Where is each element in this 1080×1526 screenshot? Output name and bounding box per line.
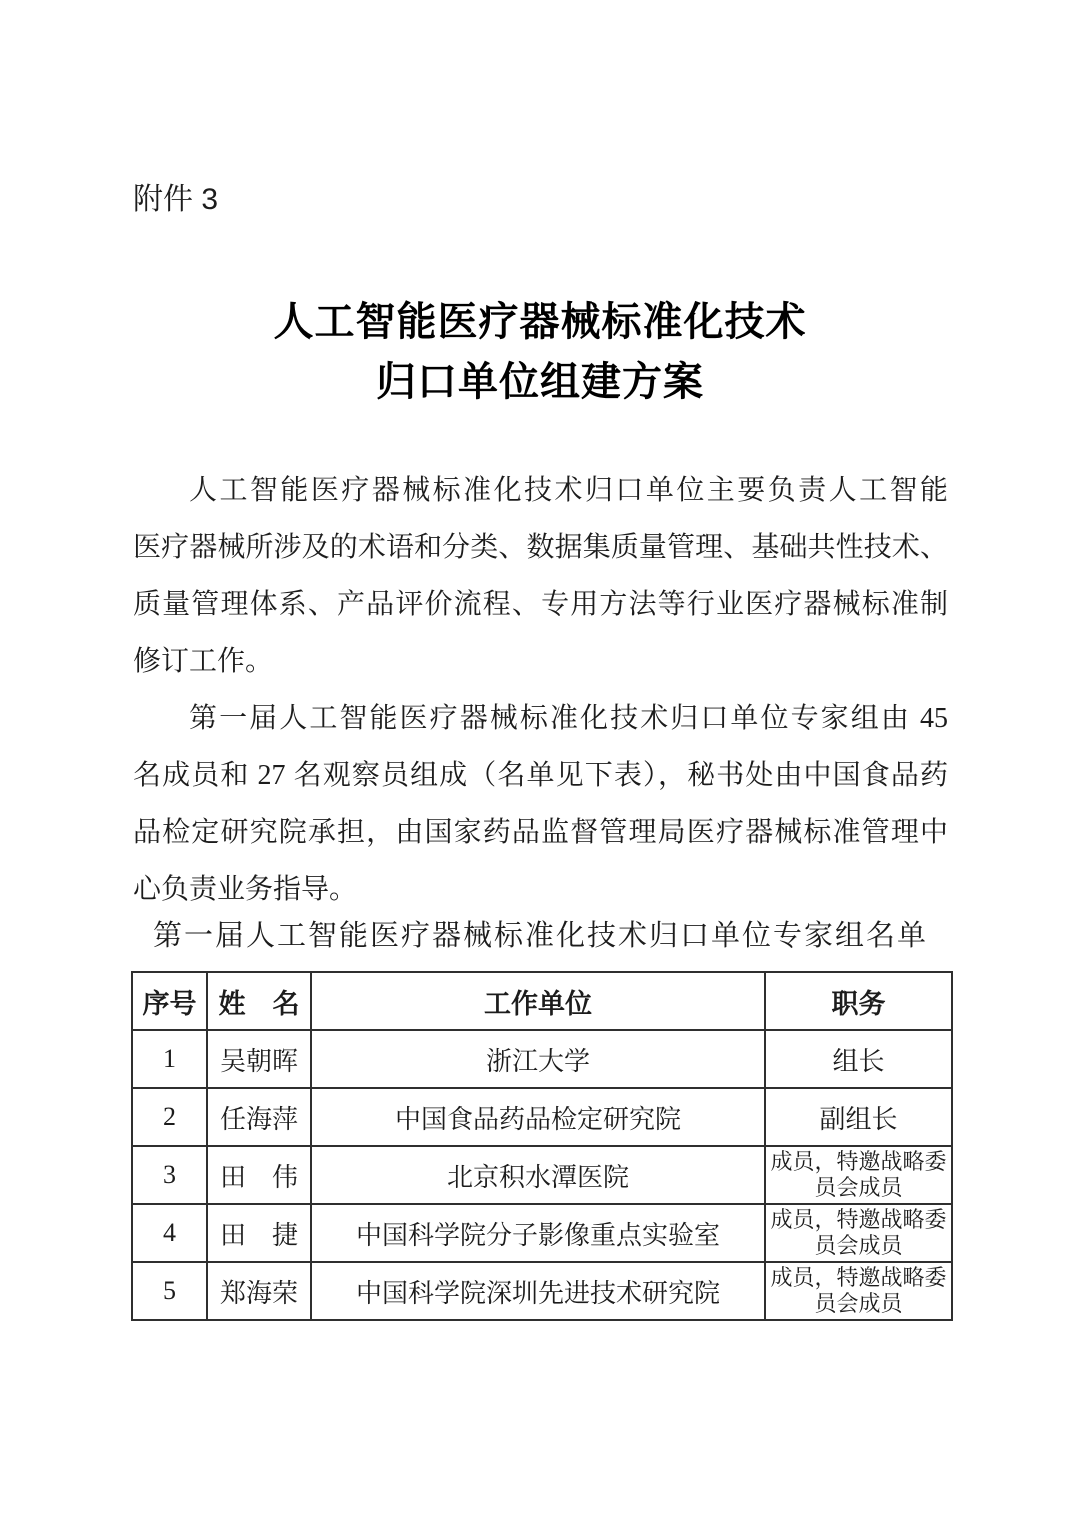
- cell-name: 田 伟: [207, 1146, 311, 1204]
- table-row: [132, 1146, 952, 1204]
- cell-no: 2: [132, 1088, 207, 1146]
- document-title: [0, 292, 1080, 412]
- cell-no: 1: [132, 1030, 207, 1088]
- attachment-label: 附件 3: [133, 183, 219, 216]
- paragraph-line: 医疗器械所涉及的术语和分类、数据集质量管理、基础共性技术、: [133, 532, 948, 563]
- paragraph-line: 名成员和 27 名观察员组成（名单见下表），秘书处由中国食品药: [133, 760, 948, 791]
- title-line-1: 人工智能医疗器械标准化技术: [273, 299, 807, 344]
- paragraph-line: 第一届人工智能医疗器械标准化技术归口单位专家组由 45: [189, 703, 948, 734]
- header-cell-no: 序号: [132, 972, 207, 1030]
- table-row: [132, 1204, 952, 1262]
- paragraph-line: 人工智能医疗器械标准化技术归口单位主要负责人工智能: [189, 475, 948, 506]
- cell-no: 5: [132, 1262, 207, 1320]
- paragraph-line: 品检定研究院承担，由国家药品监督管理局医疗器械标准管理中: [133, 817, 948, 848]
- cell-name: 郑海荣: [207, 1262, 311, 1320]
- cell-role: 成员，特邀战略委员会成员: [765, 1262, 952, 1320]
- header-cell-name: 姓 名: [207, 972, 311, 1030]
- cell-no: 3: [132, 1146, 207, 1204]
- paragraph-line: 修订工作。: [133, 646, 274, 677]
- paragraph-line: 质量管理体系、产品评价流程、专用方法等行业医疗器械标准制: [133, 589, 948, 620]
- body-text: [133, 462, 948, 918]
- cell-org: 浙江大学: [311, 1030, 765, 1088]
- table-caption: 第一届人工智能医疗器械标准化技术归口单位专家组名单: [152, 920, 928, 952]
- table-row: [132, 1262, 952, 1320]
- table-row: [132, 1030, 952, 1088]
- cell-name: 任海萍: [207, 1088, 311, 1146]
- title-line-2: 归口单位组建方案: [376, 359, 704, 404]
- cell-name: 吴朝晖: [207, 1030, 311, 1088]
- cell-role: 成员，特邀战略委员会成员: [765, 1204, 952, 1262]
- table-row: [132, 1088, 952, 1146]
- cell-org: 北京积水潭医院: [311, 1146, 765, 1204]
- table-header-row: [132, 972, 952, 1030]
- cell-no: 4: [132, 1204, 207, 1262]
- cell-role: 副组长: [765, 1088, 952, 1146]
- cell-role: 组长: [765, 1030, 952, 1088]
- cell-role: 成员，特邀战略委员会成员: [765, 1146, 952, 1204]
- paragraph-line: 心负责业务指导。: [133, 874, 358, 905]
- header-cell-org: 工作单位: [311, 972, 765, 1030]
- cell-org: 中国食品药品检定研究院: [311, 1088, 765, 1146]
- cell-org: 中国科学院深圳先进技术研究院: [311, 1262, 765, 1320]
- cell-org: 中国科学院分子影像重点实验室: [311, 1204, 765, 1262]
- expert-group-table: [131, 971, 953, 1321]
- cell-name: 田 捷: [207, 1204, 311, 1262]
- header-cell-role: 职务: [765, 972, 952, 1030]
